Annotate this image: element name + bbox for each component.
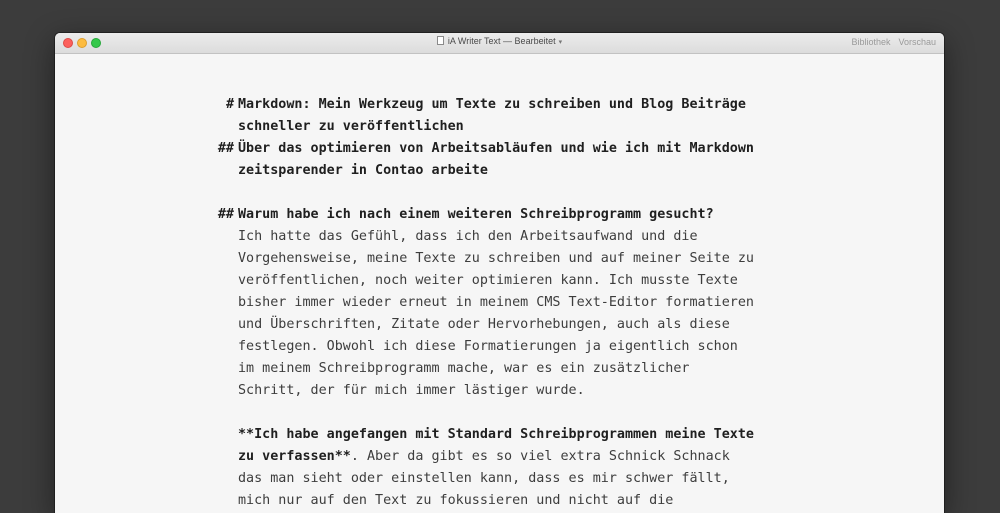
paragraph-line: im meinem Schreibprogramm mache, war es ein zusätzlicher [238,361,690,376]
paragraph-line: festlegen. Obwohl ich diese Formatierungen ja eigentlich schon [238,339,738,354]
paragraph-line: Vorgehensweise, meine Texte zu schreiben und auf meiner Seite zu [238,251,754,266]
bold-text: zu verfassen** [238,449,351,464]
heading-marker: ## [217,207,234,222]
heading-2-text: Über das optimieren von Arbeitsabläufen und wie ich mit Markdown [238,141,754,156]
paragraph-line: das man sieht oder einstellen kann, dass es mir schwer fällt, [238,471,730,486]
heading-1-text: Markdown: Mein Werkzeug um Texte zu schreiben und Blog Beiträge [238,97,746,112]
heading-1-line-2: schneller zu veröffentlichen [238,119,464,134]
heading-2-line-1 [217,138,754,160]
chevron-down-icon[interactable]: ▾ [558,39,563,46]
toolbar-right [843,37,936,47]
editor-area[interactable] [55,54,944,513]
heading-marker: ## [217,141,234,156]
heading-marker: # [225,97,234,112]
window-title-text: iA Writer Text — Bearbeitet [447,36,556,46]
heading-1-line-1 [225,94,746,116]
preview-button[interactable]: Vorschau [898,37,936,47]
paragraph-line-mixed [238,446,730,468]
document-icon [437,36,444,45]
title-bar[interactable] [55,33,944,54]
paragraph-line: veröffentlichen, noch weiter optimieren kann. Ich musste Texte [238,273,738,288]
heading-2-line-2: zeitsparender in Contao arbeite [238,163,488,178]
regular-text: . Aber da gibt es so viel extra Schnick Schnack [350,449,730,464]
library-button[interactable]: Bibliothek [851,37,891,47]
paragraph-line: Schritt, der für mich immer lästiger wurde. [238,383,585,398]
paragraph-line: mich nur auf den Text zu fokussieren und nicht auf die [238,493,674,508]
paragraph-line: bisher immer wieder erneut in meinem CMS Text-Editor formatieren [238,295,754,310]
bold-line-1: **Ich habe angefangen mit Standard Schreibprogrammen meine Texte [238,427,754,442]
heading-3-line-1 [217,204,714,226]
window-title[interactable] [55,36,944,46]
paragraph-line: Ich hatte das Gefühl, dass ich den Arbeitsaufwand und die [238,229,698,244]
heading-3-text: Warum habe ich nach einem weiteren Schreibprogramm gesucht? [238,207,714,222]
paragraph-line: und Überschriften, Zitate oder Hervorhebungen, auch als diese [238,317,730,332]
app-window [55,33,944,513]
